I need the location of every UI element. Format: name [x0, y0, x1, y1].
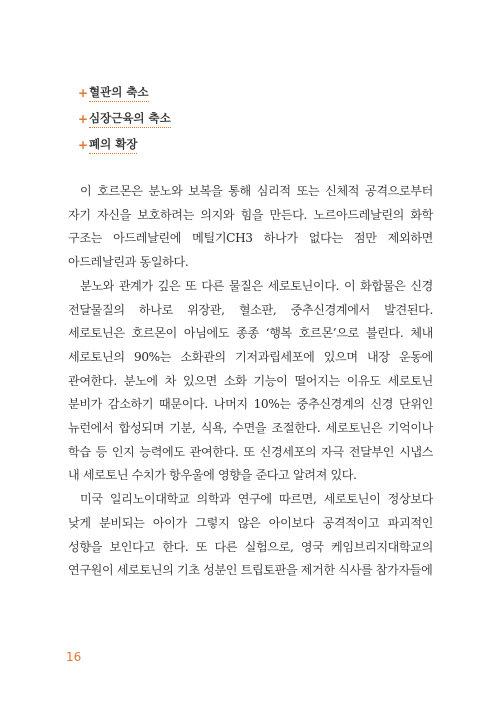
bullet-item	[78, 132, 171, 158]
plus-icon: +	[78, 86, 89, 100]
paragraph: 미국 일리노이대학교 의학과 연구에 따르면, 세로토닌이 정상보다 낮게 분비되는 아이가 그렇지 않은 아이보다 공격적이고 파괴적인 성향을 보인다고 한다. 또 다른 실험으로, 영국 케임브리지대학교의 연구원이 세로토닌의 기초 성분인 트립토판을 제거한 식사를 참가자들에	[68, 492, 433, 578]
bullet-label: 폐의 확장	[89, 137, 137, 154]
bullet-list	[78, 80, 171, 158]
bullet-label: 혈관의 축소	[89, 85, 149, 102]
bullet-item	[78, 106, 171, 132]
paragraph: 이 호르몬은 분노와 보복을 통해 심리적 또는 신체적 공격으로부터 자기 자신을 보호하려는 의지와 힘을 만든다. 노르아드레날린의 화학 구조는 아드레날린에 메틸기CH3 하나가 없다는 점만 제외하면 아드레날린과 동일하다.	[68, 184, 433, 270]
plus-icon: +	[78, 112, 89, 126]
bullet-label: 심장근육의 축소	[89, 111, 171, 128]
bullet-item	[78, 80, 171, 106]
page-number: 16	[66, 650, 82, 664]
body-text	[68, 180, 433, 583]
paragraph: 분노와 관계가 깊은 또 다른 물질은 세로토닌이다. 이 화합물은 신경 전달물질의 하나로 위장관, 혈소판, 중추신경계에서 발견된다. 세로토닌은 호르몬이 아님에도 종종 ‘행복 호르몬’으로 불린다. 체내 세로토닌의 90%는 소화관의 기저과립세포에 있으며 내장 운동에 관여한다. 분노에 차 있으면 소화 기능이 떨어지는 이유도 세로토닌 분비가 감소하기 때문이다. 나머지 10%는 중추신경계의 신경 단위인 뉴런에서 합성되며 기분, 식욕, 수면을 조절한다. 세로토닌은 기억이나 학습 등 인지 능력에도 관여한다. 또 신경세포의 자극 전달부인 시냅스 내 세로토닌 수치가 항우울에 영향을 준다고 알려져 있다.	[68, 278, 433, 483]
plus-icon: +	[78, 138, 89, 152]
